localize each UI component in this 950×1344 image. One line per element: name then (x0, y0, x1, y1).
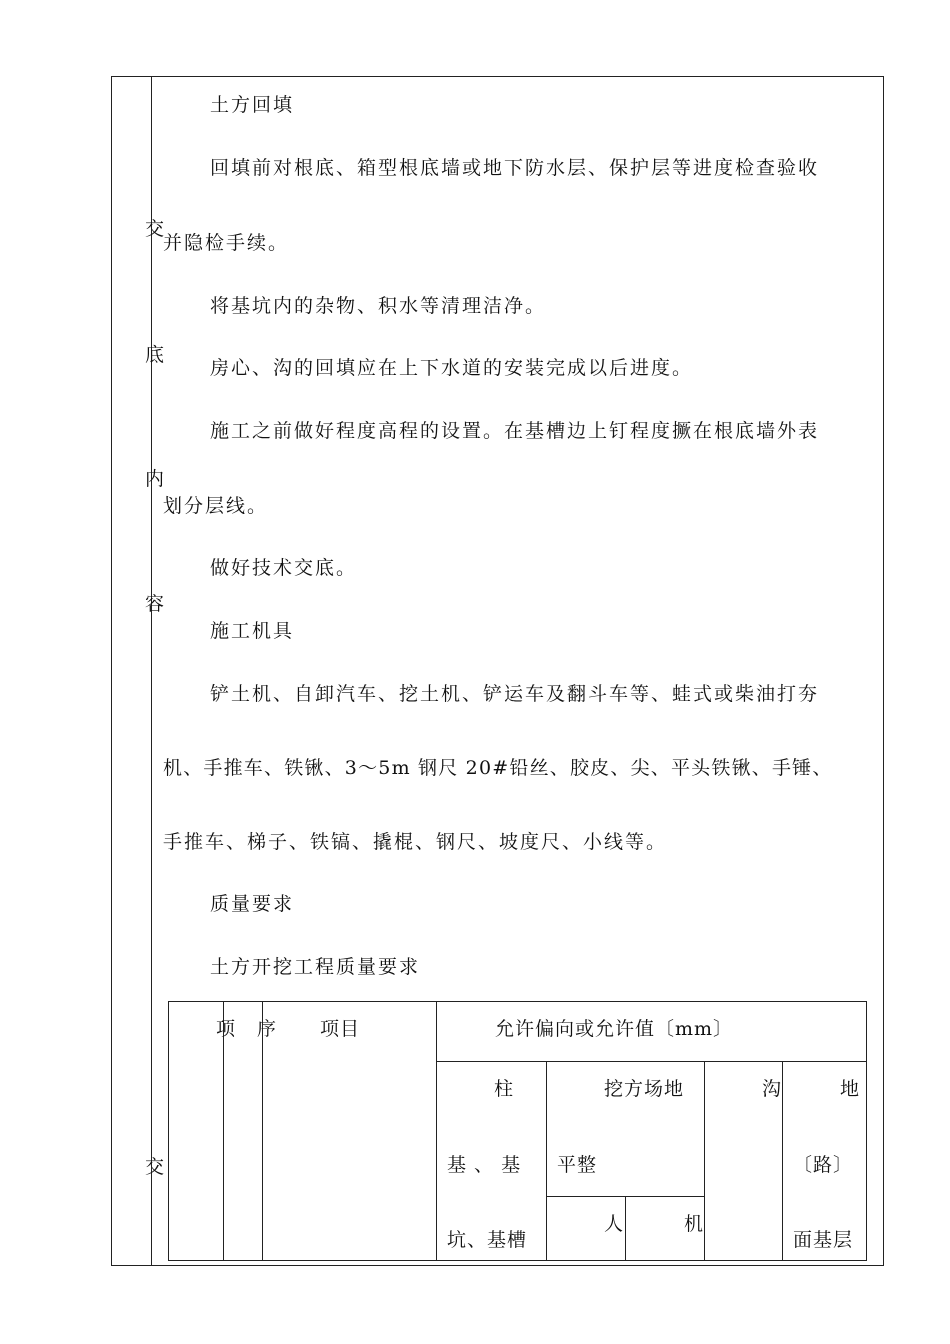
table-cell-di: 地 (840, 1078, 861, 1100)
side-column-divider (151, 76, 152, 1266)
paragraph-line: 铲土机、自卸汽车、挖土机、铲运车及翻斗车等、蛙式或柴油打夯 (210, 683, 820, 705)
heading-quality-table: 土方开挖工程质量要求 (210, 956, 421, 978)
side-label-jiao-2: 交 (145, 1156, 165, 1178)
table-cell-lu: 〔路〕 (793, 1154, 854, 1176)
table-row-divider (436, 1061, 867, 1062)
table-cell-ji-ji: 基 、 基 (447, 1154, 522, 1176)
table-cell-pingzheng: 平整 (557, 1154, 598, 1176)
table-cell-wafang: 挖方场地 (604, 1078, 685, 1100)
paragraph-line: 施工之前做好程度高程的设置。在基槽边上钉程度撅在根底墙外表 (210, 420, 820, 442)
heading-quality: 质量要求 (210, 893, 295, 915)
heading-tools: 施工机具 (210, 620, 295, 642)
table-cell-mianjiceng: 面基层 (793, 1229, 854, 1251)
side-label-jiao: 交 (145, 218, 165, 240)
table-col-divider (436, 1001, 437, 1261)
table-header-allowance: 允许偏向或允许值〔mm〕 (495, 1018, 734, 1040)
table-col-divider (704, 1061, 705, 1261)
paragraph-line: 手推车、梯子、铁镐、撬棍、钢尺、坡度尺、小线等。 (163, 831, 668, 853)
paragraph-line: 划分层线。 (163, 495, 269, 517)
table-header-xiang: 项 (216, 1018, 237, 1040)
table-border-top (168, 1001, 867, 1002)
table-cell-gou: 沟 (762, 1078, 783, 1100)
paragraph-line: 回填前对根底、箱型根底墙或地下防水层、保护层等进度检查验收 (210, 157, 820, 179)
side-label-rong: 容 (145, 593, 165, 615)
table-border-left (168, 1001, 169, 1261)
paragraph-line: 机、手推车、铁锹、3～5m 钢尺 20#铅丝、胶皮、尖、平头铁锹、手锤、 (163, 757, 833, 779)
paragraph-line: 做好技术交底。 (210, 557, 358, 579)
table-col-divider (546, 1061, 547, 1261)
paragraph-line: 房心、沟的回填应在上下水道的安装完成以后进度。 (210, 357, 694, 379)
table-border-right (866, 1001, 867, 1261)
heading-earth-backfill: 土方回填 (210, 94, 295, 116)
paragraph-line: 并隐检手续。 (163, 232, 290, 254)
table-header-item: 项目 (320, 1018, 361, 1040)
table-border-bottom (168, 1260, 867, 1261)
side-label-di: 底 (145, 344, 165, 366)
table-header-xu: 序 (257, 1018, 278, 1040)
paragraph-line: 将基坑内的杂物、积水等清理洁净。 (210, 295, 547, 317)
table-col-divider (625, 1196, 626, 1261)
table-cell-ji: 机 (684, 1213, 705, 1235)
table-col-divider (782, 1061, 783, 1261)
table-cell-zhu: 柱 (494, 1078, 515, 1100)
side-label-nei: 内 (145, 468, 165, 490)
table-cell-keng: 坑、基槽 (447, 1229, 528, 1251)
table-cell-ren: 人 (604, 1213, 625, 1235)
